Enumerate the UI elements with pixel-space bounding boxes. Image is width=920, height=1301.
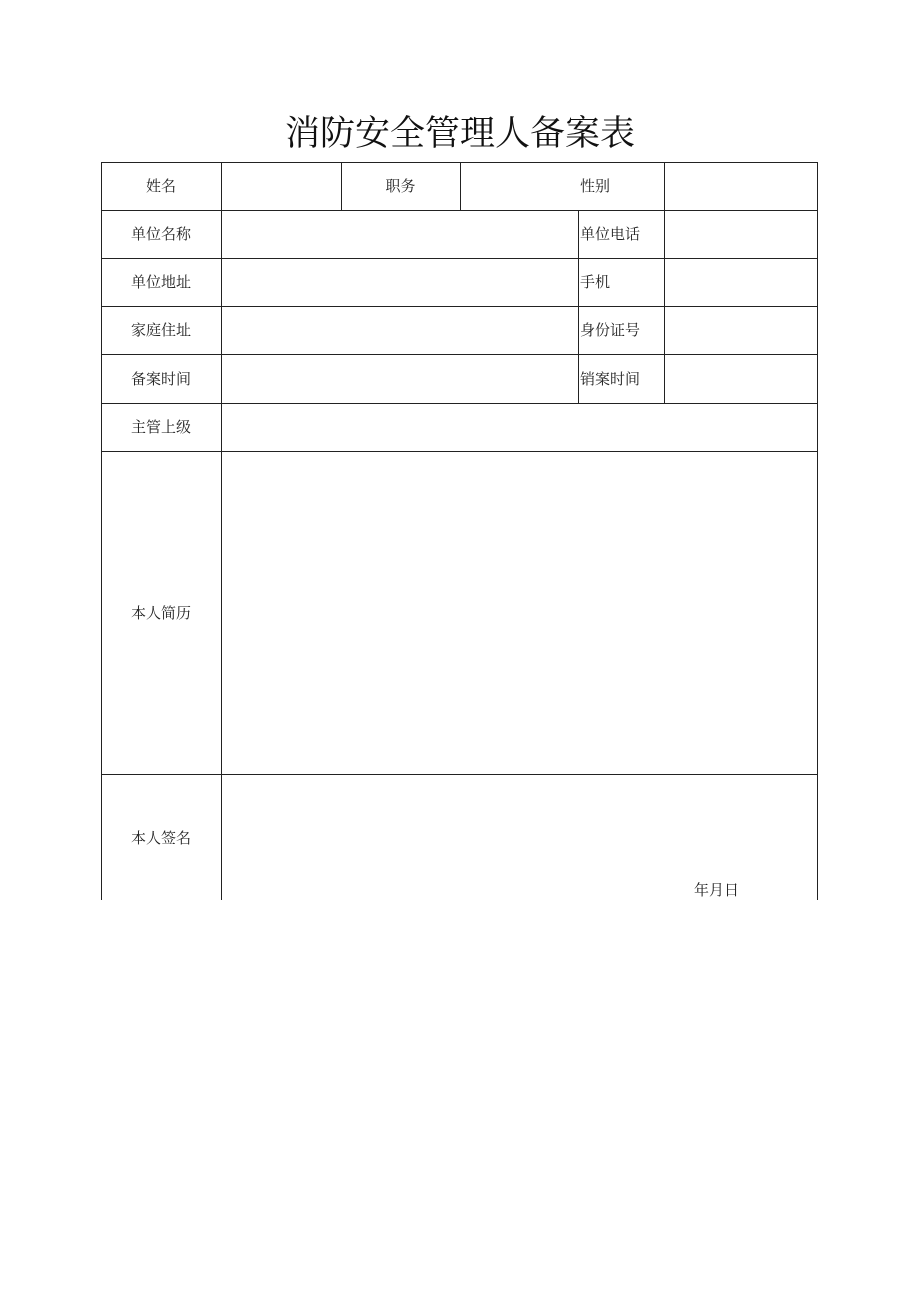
company-address-field[interactable] (223, 259, 577, 305)
company-phone-field[interactable] (666, 211, 816, 257)
filing-time-label: 备案时间 (130, 370, 191, 388)
supervisor-field[interactable] (223, 404, 816, 450)
supervisor-label: 主管上级 (130, 418, 191, 436)
resume-field[interactable] (223, 452, 816, 773)
id-number-label: 身份证号 (580, 321, 641, 339)
resume-label: 本人简历 (130, 604, 191, 622)
right-label-divider (578, 210, 579, 403)
company-phone-label: 单位电话 (580, 225, 641, 243)
gender-field[interactable] (666, 163, 816, 209)
position-label: 职务 (385, 177, 416, 195)
signature-field[interactable] (223, 775, 816, 855)
company-address-label: 单位地址 (130, 273, 191, 291)
gender-label: 性别 (580, 177, 611, 195)
name-field[interactable] (223, 163, 340, 209)
date-label: 年月日 (694, 881, 740, 899)
fire-safety-manager-record-form (101, 162, 818, 900)
mobile-label: 手机 (580, 273, 611, 291)
id-number-field[interactable] (666, 307, 816, 353)
filing-time-field[interactable] (223, 355, 577, 402)
cancel-time-label: 销案时间 (580, 370, 641, 388)
cancel-time-field[interactable] (666, 355, 816, 402)
company-name-label: 单位名称 (130, 225, 191, 243)
home-address-field[interactable] (223, 307, 577, 353)
page-title: 消防安全管理人备案表 (284, 114, 635, 154)
form-right-border (817, 162, 818, 900)
mobile-field[interactable] (666, 259, 816, 305)
signature-label: 本人签名 (130, 829, 191, 847)
position-value-divider (460, 162, 461, 210)
right-value-divider (664, 162, 665, 403)
home-address-label: 家庭住址 (130, 321, 191, 339)
company-name-field[interactable] (223, 211, 577, 257)
position-field[interactable] (462, 163, 577, 209)
label-column-divider (221, 162, 222, 900)
name-label: 姓名 (145, 177, 176, 195)
